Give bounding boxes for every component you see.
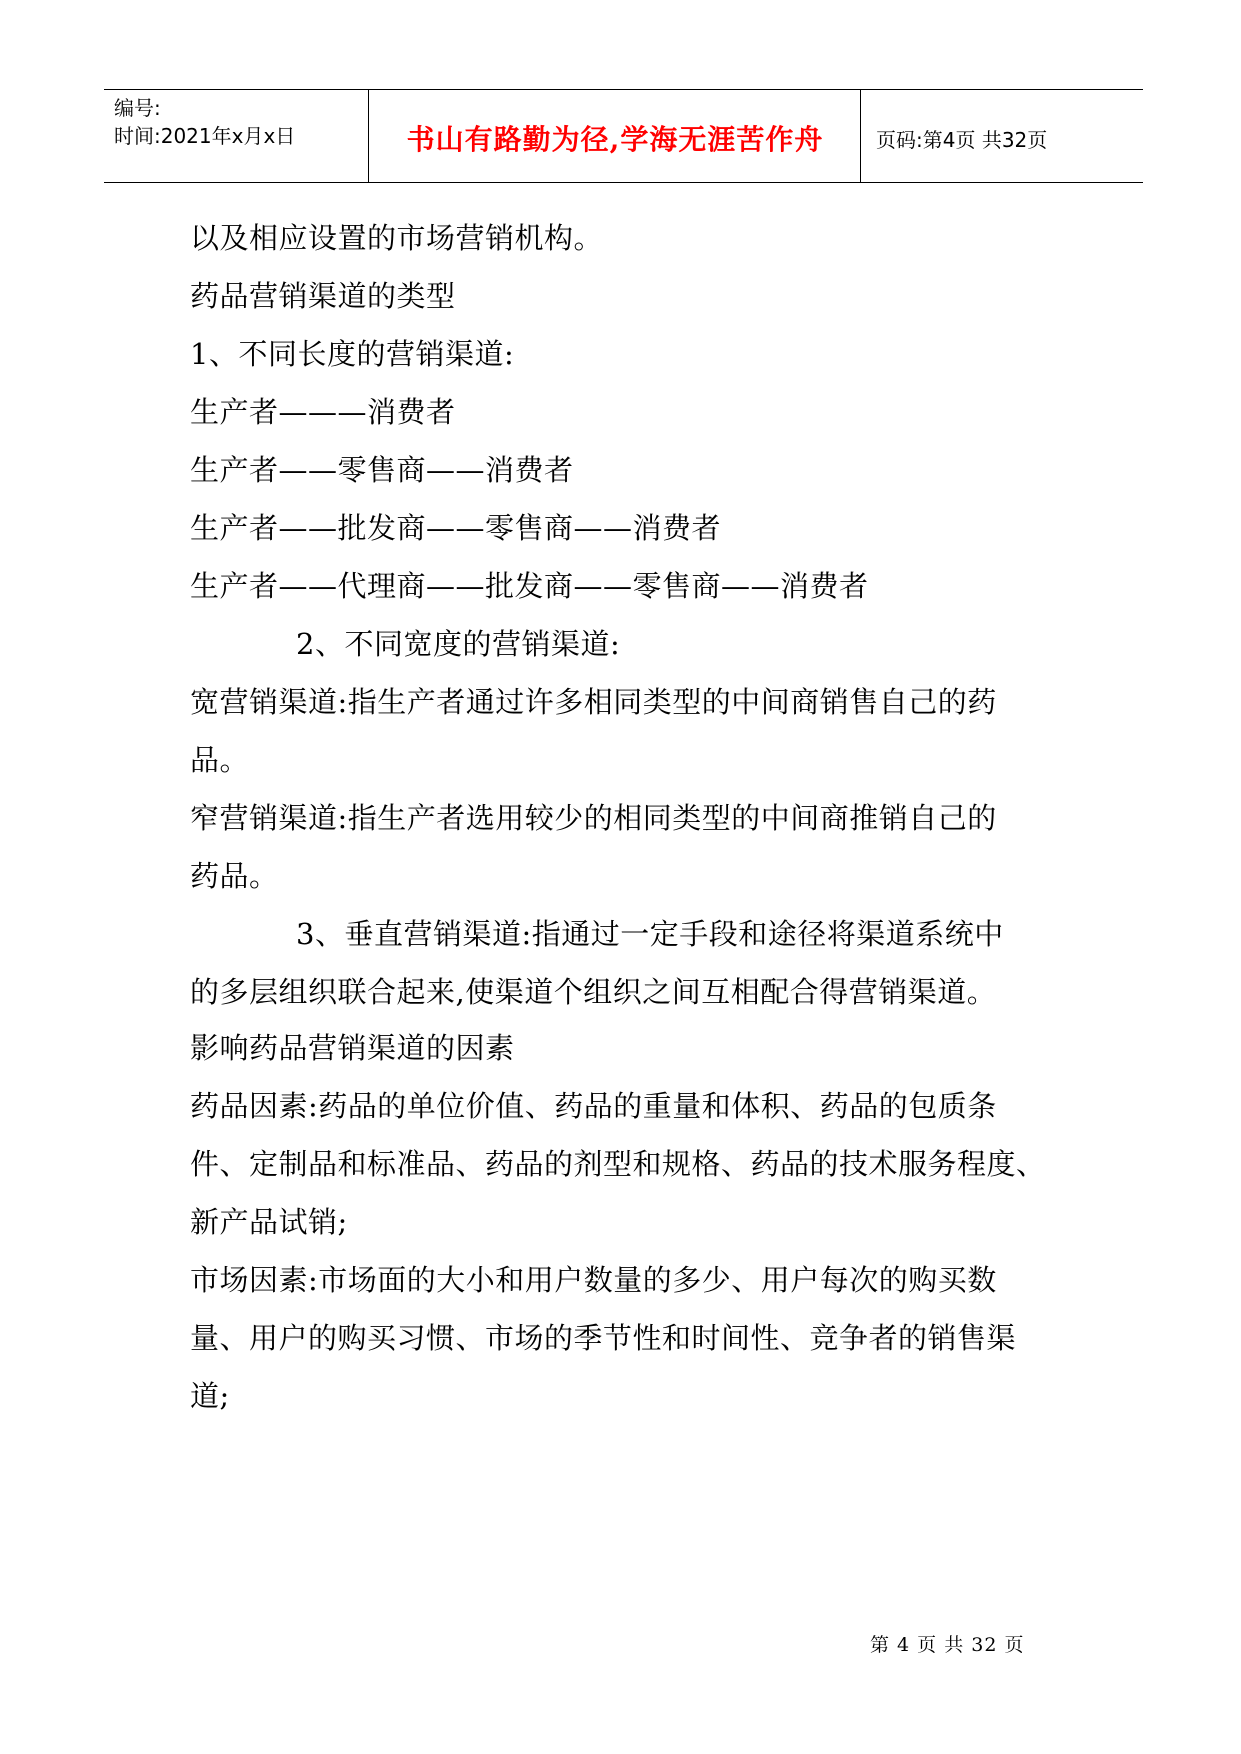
section-heading: 药品营销渠道的类型 xyxy=(190,279,456,313)
paragraph-line: 的多层组织联合起来,使渠道个组织之间互相配合得营销渠道。 xyxy=(190,975,997,1009)
paragraph-line: 药品。 xyxy=(190,859,279,893)
paragraph-line: 量、用户的购买习惯、市场的季节性和时间性、竞争者的销售渠 xyxy=(190,1321,1017,1355)
paragraph-line: 以及相应设置的市场营销机构。 xyxy=(190,221,604,255)
header-page-number: 页码:第4页 共32页 xyxy=(876,128,1048,152)
header-meta xyxy=(114,90,370,182)
paragraph-line: 生产者———消费者 xyxy=(190,395,456,429)
paragraph-line: 药品因素:药品的单位价值、药品的重量和体积、药品的包质条 xyxy=(190,1089,997,1123)
paragraph-line: 生产者——代理商——批发商——零售商——消费者 xyxy=(190,569,869,603)
paragraph-line: 品。 xyxy=(190,743,250,777)
header-motto: 书山有路勤为径,学海无涯苦作舟 xyxy=(406,123,824,156)
section-heading: 影响药品营销渠道的因素 xyxy=(190,1031,515,1065)
paragraph-line: 新产品试销; xyxy=(190,1205,348,1239)
paragraph-line: 宽营销渠道:指生产者通过许多相同类型的中间商销售自己的药 xyxy=(190,685,997,719)
header-divider-left xyxy=(368,90,369,182)
paragraph-line: 3、垂直营销渠道:指通过一定手段和途径将渠道系统中 xyxy=(296,917,1004,951)
header-divider-right xyxy=(860,90,861,182)
page-header xyxy=(104,89,1143,183)
paragraph-line: 2、不同宽度的营销渠道: xyxy=(296,627,621,661)
paragraph-line: 道; xyxy=(190,1379,230,1413)
footer-page-number: 第 4 页 共 32 页 xyxy=(870,1634,1025,1656)
paragraph-line: 1、不同长度的营销渠道: xyxy=(190,337,515,371)
paragraph-line: 生产者——零售商——消费者 xyxy=(190,453,574,487)
paragraph-line: 件、定制品和标准品、药品的剂型和规格、药品的技术服务程度、 xyxy=(190,1147,1046,1181)
paragraph-line: 窄营销渠道:指生产者选用较少的相同类型的中间商推销自己的 xyxy=(190,801,997,835)
paragraph-line: 市场因素:市场面的大小和用户数量的多少、用户每次的购买数 xyxy=(190,1263,997,1297)
serial-number-label: 编号: xyxy=(114,96,161,120)
paragraph-line: 生产者——批发商——零售商——消费者 xyxy=(190,511,722,545)
date-label: 时间:2021年x月x日 xyxy=(114,124,296,148)
